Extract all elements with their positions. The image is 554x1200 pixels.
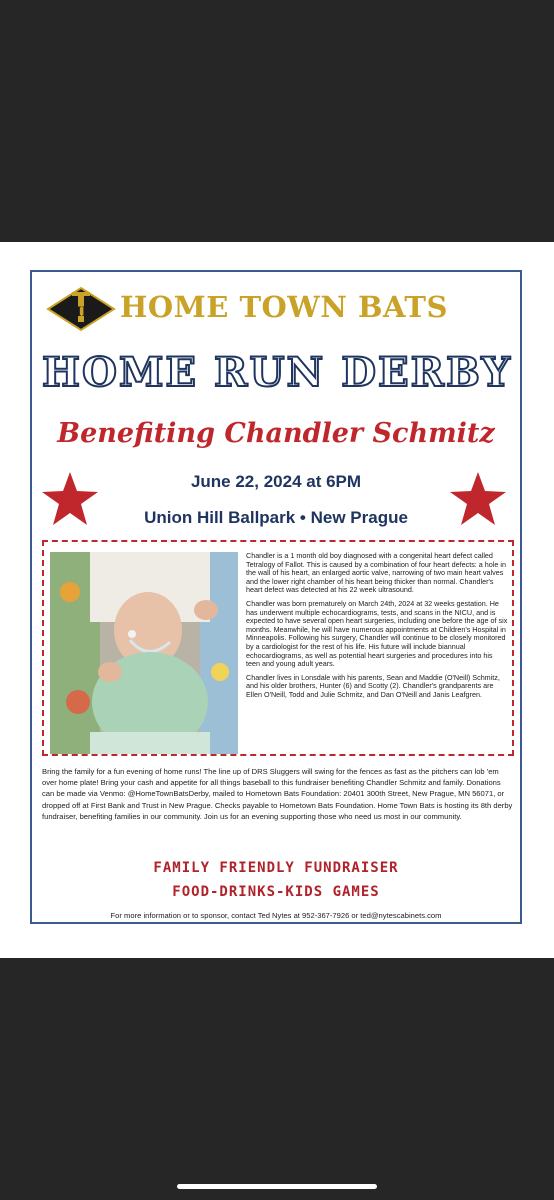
flyer-border xyxy=(30,270,522,924)
story-paragraph: Chandler is a 1 month old boy diagnosed with a congenital heart defect called Tetralogy of Fallot. This is caused by a combination of four heart defects: a hole in the wall of his heart, an enlarged aortic valve, narrowing of two main heart valves and the lower right chamber of his heart being thicker than normal. Chandler's heart defect was detected at his 22 week ultrasound. xyxy=(246,551,506,595)
home-indicator[interactable] xyxy=(177,1184,377,1189)
event-description: Bring the family for a fun evening of home runs! The line up of DRS Sluggers will swing for the fences as fast as the pitchers can lob 'em over home plate! Bring your cash and appetite for all things baseball to this fundraiser benefiting Chandler Schmitz and family. Donations can be made via Venmo: @HomeTownBatsDerby, mailed to Hometown Bats Foundation: 20401 300th Street, New Prague, MN 56071, or dropped off at First Bank and Trust in New Prague. Checks payable to Hometown Bats Foundation. Home Town Bats is hosting its 8th derby fundraiser, benefiting families in our community. Join us for an evening supporting those who need us most in our community. xyxy=(42,767,513,821)
contact-info: For more information or to sponsor, contact Ted Nytes at 952-367-7926 or ted@nytescabinets.com xyxy=(110,911,442,920)
story-paragraph: Chandler was born prematurely on March 24th, 2024 at 32 weeks gestation. He has underwent multiple echocardiograms, tests, and scans in the NICU, and is expected to have several open heart surgeries, including one before the age of six months. Meanwhile, he will have numerous appointments at Children's Hospital in Minneapolis. Following his surgery, Chandler will continue to be closely monitored by a cardiologist for the rest of his life. His future will include biannual echocardiograms, as well as potential heart surgeries and procedures into his teen and young adult years. xyxy=(246,598,508,669)
story-box xyxy=(42,540,514,756)
flyer-image[interactable] xyxy=(0,242,554,958)
event-date: June 22, 2024 at 6PM xyxy=(190,472,362,491)
hb-logo-icon xyxy=(46,286,116,332)
baby-photo-illustration xyxy=(50,552,238,754)
event-title xyxy=(38,350,516,394)
event-title-text: HOME RUN DERBY xyxy=(42,350,512,394)
brand-name: HOME TOWN BATS xyxy=(120,290,448,324)
benefiting-heading: Benefiting Chandler Schmitz xyxy=(57,418,495,449)
story-paragraph: Chandler lives in Lonsdale with his parents, Sean and Maddie (O'Neill) Schmitz, and his older brothers, Hunter (6) and Scotty (2). Chandler's grandparents are Ellen O'Neill, Todd and Julie Schmitz, and Dan O'Neill and Janis Leafgren. xyxy=(246,672,500,699)
tagline-activities: FOOD-DRINKS-KIDS GAMES xyxy=(172,884,380,900)
event-venue: Union Hill Ballpark • New Prague xyxy=(144,508,408,527)
baby-photo xyxy=(50,552,238,754)
logo-monogram: HB xyxy=(69,305,93,320)
tagline-fundraiser: FAMILY FRIENDLY FUNDRAISER xyxy=(153,860,399,876)
story-text xyxy=(246,552,508,705)
